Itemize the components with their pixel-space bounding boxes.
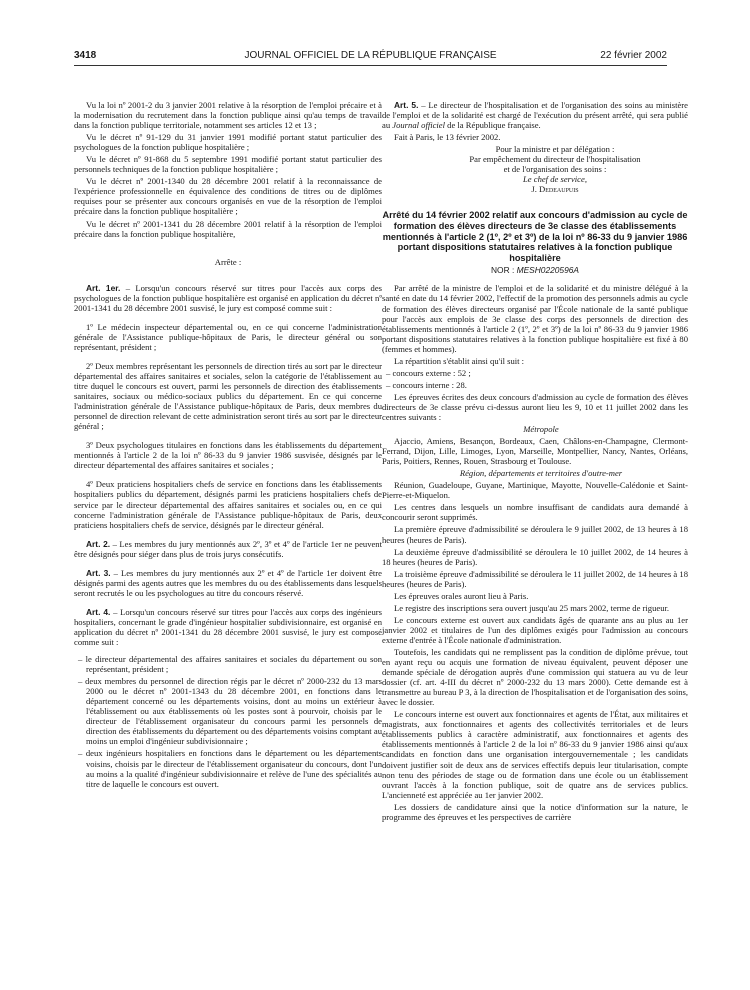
article-4-list: [74, 654, 382, 789]
paragraph: Les centres dans lesquels un nombre insuffisant de candidats aura demandé à concourir seront supprimés.: [382, 502, 688, 523]
journal-reference: Journal officiel: [392, 120, 446, 131]
paragraph: Par arrêté de la ministre de l'emploi et de la solidarité et du ministre délégué à la santé en date du 14 février 2002, l'effectif de la promotion des personnels admis au cycle de formation des élèves directeurs organisé par l'École nationale de la santé publique pour l'accès aux emplois de 3e classe des corps des personnels de direction des établissements mentionnés à l'article 2 (1º, 2º et 3º) de la loi nº 86-33 du 9 janvier 1986 portant dispositions statutaires relatives à la fonction publique hospitalière est fixé à 80 (femmes et hommes).: [382, 283, 688, 354]
paragraph: Le registre des inscriptions sera ouvert jusqu'au 25 mars 2002, terme de rigueur.: [394, 602, 670, 613]
section-heading-outremer: Région, départements et territoires d'outre-mer: [459, 468, 623, 479]
article-label: Art. 1er.: [86, 282, 121, 293]
list-item: – deux membres du personnel de direction régis par le décret nº 2000-232 du 13 mars 2000 ou le décret nº 2001-1343 du 28 décembre 2001, en fonctions dans le département concerné ou les départements voisins, dont au moins un extérieur à l'établissement ou aux établissements où les postes sont à pourvoir, choisis par le directeur de l'établissement organisateur du concours parmi les personnels de direction des établissements du département ou des départements voisins comptant au moins un emploi d'ingénieur subdivisionnaire ;: [74, 676, 382, 746]
paragraph: Les épreuves écrites des deux concours d'admission au cycle de formation des élèves directeurs de 3e classe prévu ci-dessus auront lieu les 9, 10 et 11 juillet 2002 dans les centres suivants :: [382, 391, 688, 422]
article-text: – Le directeur de l'hospitalisation et de l'organisation des soins au ministère de l'emploi et de la solidarité est chargé de l'exécution du présent arrêté, qui sera publié au: [382, 100, 688, 131]
right-column: [382, 100, 688, 824]
paragraph: Toutefois, les candidats qui ne remplissent pas la condition de diplôme prévue, tout en ayant reçu ou acquis une formation de niveau équivalent, peuvent déposer une demande spéciale de dérogation auprès d'une commission qui statuera au vu de leur dossier (cf. art. 4-III du décret nº 2000-232 du 13 mars 2000). Cette demande est à transmettre au bureau P 3, à la direction de l'hospitalisation et de l'organisation des soins, avec le dossier.: [382, 646, 688, 708]
paragraph: La troisième épreuve d'admissibilité se déroulera le 11 juillet 2002, de 14 heures à 18 heures (heures de Paris).: [382, 568, 688, 589]
paragraph: La répartition s'établit ainsi qu'il suit :: [394, 355, 525, 366]
repartition-list: [382, 368, 688, 390]
journal-title: JOURNAL OFFICIEL DE LA RÉPUBLIQUE FRANÇAISE: [244, 50, 497, 61]
signature-line: Par empêchement du directeur de l'hospitalisation: [469, 154, 641, 165]
vu-paragraph: Vu le décret nº 2001-1340 du 28 décembre 2001 relatif à la reconnaissance de l'expérience professionnelle en équivalence des conditions de titres ou de diplômes requises pour se présenter aux concours organisés en vue de la résorption de l'emploi précaire dans la fonction publique hospitalière ;: [74, 176, 382, 217]
article-label: Art. 2.: [86, 538, 111, 549]
article-text: – Lorsqu'un concours réservé sur titres pour l'accès aux corps des psychologues de la fonction publique hospitalière est organisé en application du décret nº 2001-1341 du 28 décembre 2001 susvisé, le jury est composé comme suit :: [74, 282, 382, 313]
list-item: – concours interne : 28.: [382, 380, 688, 390]
article-5: [382, 100, 688, 130]
article-text: – Les membres du jury mentionnés aux 2º, 3º et 4º de l'article 1er ne peuvent être désignés pour siéger dans plus de trois jurys consécutifs.: [74, 538, 382, 559]
page-number: 3418: [74, 50, 97, 61]
article-1-item: 4º Deux praticiens hospitaliers chefs de service en fonctions dans les établissements hospitaliers publics du département, désignés parmi les praticiens hospitaliers chefs de service par le directeur départemental des affaires sanitaires et sociales ou, en ce qui concerne l'administration générale de l'Assistance publique-hôpitaux de Paris, deux praticiens hospitaliers chefs de service, désignés par le directeur général.: [74, 479, 382, 530]
nor-code: MESH0220596A: [516, 265, 579, 276]
vu-paragraph: Vu le décret nº 2001-1341 du 28 décembre 2001 relatif à la résorption de l'emploi précaire dans la fonction publique hospitalière,: [74, 218, 382, 239]
paragraph: Les épreuves orales auront lieu à Paris.: [394, 590, 529, 601]
nor-reference: [382, 265, 688, 275]
vu-paragraph: Vu le décret nº 91-129 du 31 janvier 1991 modifié portant statut particulier des psychologues de la fonction publique hospitalière ;: [74, 132, 382, 153]
arrete-title: Arrêté du 14 février 2002 relatif aux concours d'admission au cycle de formation des élèves directeurs de 3e classe des établissements mentionnés à l'article 2 (1º, 2º et 3º) de la loi nº 86-33 du 9 janvier 1986 portant dispositions statutaires relatives à la fonction publique hospitalière: [382, 210, 688, 263]
nor-label: NOR :: [491, 265, 515, 276]
header-rule: [74, 65, 667, 66]
article-1-item: 2º Deux membres représentant les personnels de direction tirés au sort par le directeur départemental des affaires sanitaires et sociales, selon la catégorie de l'établissement au titre duquel le concours est ouvert, parmi les personnels de direction des établissements sanitaires, sociaux ou médico-sociaux publics du département. En ce qui concerne l'administration générale de l'Assistance publique-hôpitaux de Paris, deux membres du personnel de direction relevant de cette administration seront tirés au sort par le directeur général ;: [74, 360, 382, 432]
list-item: – concours externe : 52 ;: [382, 368, 688, 378]
article-label: Art. 3.: [86, 567, 111, 578]
list-item: – le directeur départemental des affaires sanitaires et sociales du département ou son représentant, président ;: [74, 654, 382, 674]
metropole-centers: Ajaccio, Amiens, Besançon, Bordeaux, Caen, Châlons-en-Champagne, Clermont-Ferrand, Dijon, Lille, Limoges, Lyon, Marseille, Montpellier, Nancy, Nantes, Orléans, Paris, Poitiers, Rennes, Rouen, Strasbourg et Toulouse.: [382, 436, 688, 467]
signatory-name: J. Dedeaupuis: [531, 184, 579, 195]
signature-line: Le chef de service,: [523, 174, 587, 185]
vu-paragraph: Vu le décret nº 91-868 du 5 septembre 1991 modifié portant statut particulier des personnels techniques de la fonction publique hospitalière ;: [74, 154, 382, 175]
article-label: Art. 5.: [394, 100, 419, 110]
article-3: [74, 568, 382, 598]
left-column: [74, 100, 382, 791]
signature-line: Pour la ministre et par délégation :: [495, 144, 615, 155]
paragraph: Les dossiers de candidature ainsi que la notice d'information sur la nature, le programme des épreuves et les perspectives de carrière: [382, 801, 688, 822]
article-1-item: 3º Deux psychologues titulaires en fonctions dans les établissements du département mentionnés à l'article 2 de la loi nº 86-33 du 9 janvier 1986 susvisée, désignés par le directeur départemental des affaires sanitaires et sociales ;: [74, 440, 382, 471]
article-label: Art. 4.: [86, 606, 111, 617]
article-text-end: de la République française.: [445, 120, 541, 131]
vu-paragraph: Vu la loi nº 2001-2 du 3 janvier 2001 relative à la résorption de l'emploi précaire et à la modernisation du recrutement dans la fonction publique ainsi qu'au temps de travail dans la fonction publique territoriale, notamment ses articles 12 et 13 ;: [74, 100, 382, 131]
page-header: [74, 50, 667, 64]
article-4: [74, 607, 382, 647]
article-text: – Lorsqu'un concours réservé sur titres pour l'accès aux corps des ingénieurs hospitaliers, concernant le grade d'ingénieur hospitalier subdivisionnaire, est organisé en application du décret nº 2001-1341 du 28 décembre 2001 susvisé, le jury est composé comme suit :: [74, 606, 382, 648]
publication-date: 22 février 2002: [600, 50, 667, 61]
signature-block: [422, 144, 688, 194]
paragraph: La deuxième épreuve d'admissibilité se déroulera le 10 juillet 2002, de 14 heures à 18 heures (heures de Paris).: [382, 546, 688, 567]
fait-line: Fait à Paris, le 13 février 2002.: [394, 132, 501, 143]
arrete-heading: Arrête :: [214, 256, 242, 267]
outremer-centers: Réunion, Guadeloupe, Guyane, Martinique, Mayotte, Nouvelle-Calédonie et Saint-Pierre-et-Miquelon.: [382, 480, 688, 501]
paragraph: La première épreuve d'admissibilité se déroulera le 9 juillet 2002, de 13 heures à 18 heures (heures de Paris).: [382, 524, 688, 545]
signature-line: et de l'organisation des soins :: [503, 164, 607, 175]
article-text: – Les membres du jury mentionnés aux 2º et 4º de l'article 1er doivent être désignés parmi des agents autres que les membres du ou des établissements dans lesquels seront recrutés le ou les psychologues au titre du concours réservé.: [74, 567, 382, 598]
article-1: [74, 283, 382, 313]
paragraph: Le concours externe est ouvert aux candidats âgés de quarante ans au plus au 1er janvier 2002 et titulaires de l'un des diplômes exigés pour l'admission au concours externe d'entrée à l'École nationale d'administration.: [382, 614, 688, 645]
article-1-item: 1º Le médecin inspecteur départemental ou, en ce qui concerne l'administration générale de l'Assistance publique-hôpitaux de Paris, le directeur général ou son représentant, président ;: [74, 321, 382, 352]
paragraph: Le concours interne est ouvert aux fonctionnaires et agents de l'État, aux militaires et magistrats, aux fonctionnaires et agents des collectivités territoriales et de leurs établissements publics à caractère administratif, aux fonctionnaires et agents des établissements mentionnés à l'article 2 de la loi nº 86-33 du 9 janvier 1986 ainsi qu'aux candidats en fonction dans une organisation intergouvernementale ; les candidats doivent justifier soit de deux ans de services effectifs depuis leur titularisation, compte non tenu des périodes de stage ou de formation dans une école ou un établissement ouvrant l'accès à la fonction publique, soit de quatre ans de services publics. L'ancienneté est appréciée au 1er janvier 2002.: [382, 709, 688, 800]
list-item: – deux ingénieurs hospitaliers en fonctions dans le département ou les départements voisins, choisis par le directeur de l'établissement organisateur du concours, dont l'un au moins a la qualité d'ingénieur subdivisionnaire et relève de l'une des spécialités au titre de laquelle le concours est ouvert.: [74, 748, 382, 788]
section-heading-metropole: Métropole: [523, 424, 559, 435]
article-2: [74, 539, 382, 559]
